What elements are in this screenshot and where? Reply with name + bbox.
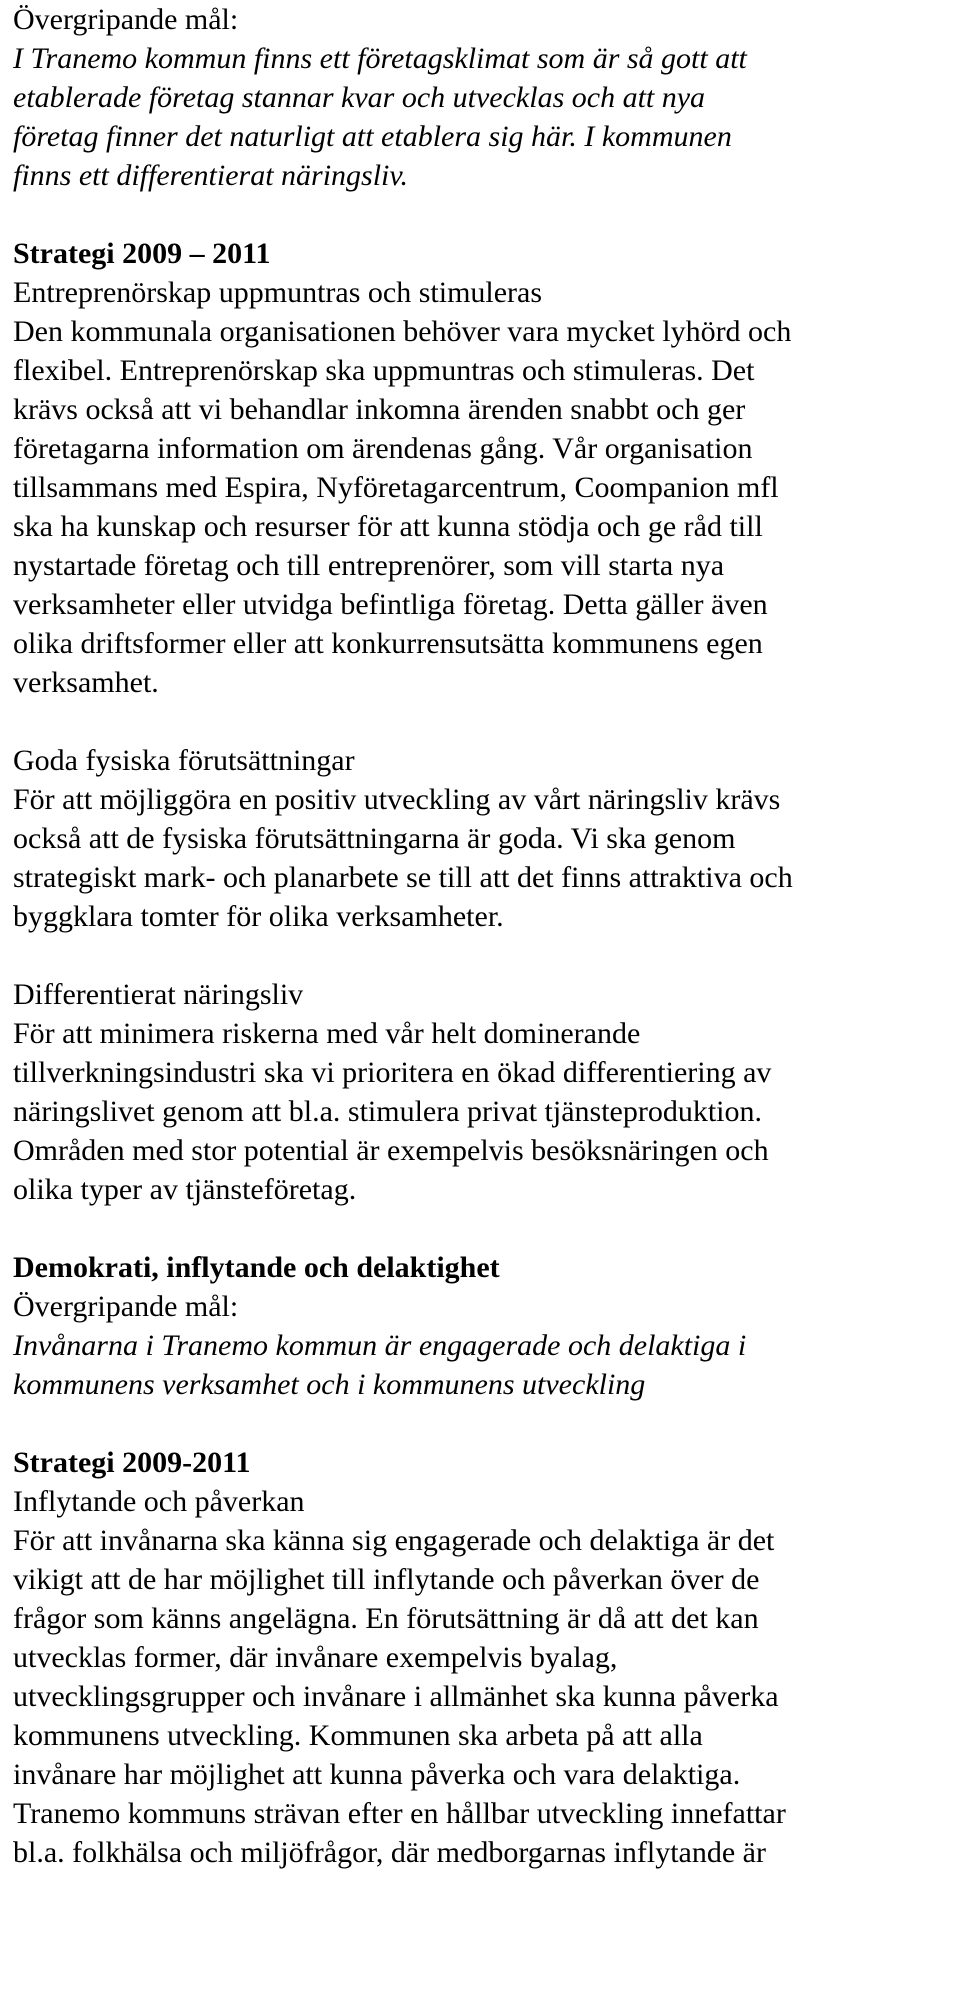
goal-text-line: etablerade företag stannar kvar och utvecklas och att nya: [13, 81, 706, 114]
body-text-line: olika driftsformer eller att konkurrensutsätta kommunens egen: [13, 627, 763, 660]
goal-label: Övergripande mål:: [13, 1290, 239, 1323]
subheading-fysiska-forutsattningar: Goda fysiska förutsättningar: [13, 744, 355, 777]
subheading-entreprenorskap: Entreprenörskap uppmuntras och stimuleras: [13, 276, 543, 309]
body-text-line: flexibel. Entreprenörskap ska uppmuntras och stimuleras. Det: [13, 354, 755, 387]
goal-text-line: I Tranemo kommun finns ett företagsklimat som är så gott att: [13, 42, 747, 75]
body-text-line: företagarna information om ärendenas gång. Vår organisation: [13, 432, 753, 465]
strategy-heading: Strategi 2009-2011: [13, 1446, 251, 1479]
body-text-line: Områden med stor potential är exempelvis besöksnäringen och: [13, 1134, 769, 1167]
body-text-line: nystartade företag och till entreprenörer, som vill starta nya: [13, 549, 725, 582]
body-text-line: krävs också att vi behandlar inkomna ärenden snabbt och ger: [13, 393, 746, 426]
body-text-line: tillsammans med Espira, Nyföretagarcentrum, Coompanion mfl: [13, 471, 779, 504]
body-text-line: tillverkningsindustri ska vi prioritera en ökad differentiering av: [13, 1056, 772, 1089]
body-text-line: näringslivet genom att bl.a. stimulera privat tjänsteproduktion.: [13, 1095, 763, 1128]
goal-label: Övergripande mål:: [13, 3, 239, 36]
body-text-line: utvecklas former, där invånare exempelvis byalag,: [13, 1641, 618, 1674]
subheading-inflytande: Inflytande och påverkan: [13, 1485, 305, 1518]
strategy-heading: Strategi 2009 – 2011: [13, 237, 271, 270]
body-text-line: verksamhet.: [13, 666, 159, 699]
goal-text-line: kommunens verksamhet och i kommunens utveckling: [13, 1368, 646, 1401]
body-text-line: strategiskt mark- och planarbete se till att det finns attraktiva och: [13, 861, 793, 894]
body-text-line: För att möjliggöra en positiv utveckling av vårt näringsliv krävs: [13, 783, 781, 816]
body-text-line: invånare har möjlighet att kunna påverka och vara delaktiga.: [13, 1758, 741, 1791]
body-text-line: Den kommunala organisationen behöver vara mycket lyhörd och: [13, 315, 792, 348]
body-text-line: ska ha kunskap och resurser för att kunna stödja och ge råd till: [13, 510, 763, 543]
body-text-line: frågor som känns angelägna. En förutsättning är då att det kan: [13, 1602, 759, 1635]
body-text-line: utvecklingsgrupper och invånare i allmänhet ska kunna påverka: [13, 1680, 779, 1713]
subheading-differentierat-naringsliv: Differentierat näringsliv: [13, 978, 304, 1011]
document-page: [13, 0, 953, 1872]
body-text-line: olika typer av tjänsteföretag.: [13, 1173, 357, 1206]
paragraph-gap: [13, 1209, 953, 1248]
body-text-line: vikigt att de har möjlighet till inflytande och påverkan över de: [13, 1563, 760, 1596]
paragraph-gap: [13, 195, 953, 234]
paragraph-gap: [13, 702, 953, 741]
body-text-line: För att minimera riskerna med vår helt dominerande: [13, 1017, 641, 1050]
body-text-line: också att de fysiska förutsättningarna är goda. Vi ska genom: [13, 822, 736, 855]
goal-text-line: Invånarna i Tranemo kommun är engagerade och delaktiga i: [13, 1329, 747, 1362]
section-title: Demokrati, inflytande och delaktighet: [13, 1251, 500, 1284]
body-text-line: bl.a. folkhälsa och miljöfrågor, där medborgarnas inflytande är: [13, 1836, 766, 1869]
goal-text-line: företag finner det naturligt att etablera sig här. I kommunen: [13, 120, 732, 153]
body-text-line: verksamheter eller utvidga befintliga företag. Detta gäller även: [13, 588, 768, 621]
body-text-line: byggklara tomter för olika verksamheter.: [13, 900, 504, 933]
body-text-line: För att invånarna ska känna sig engagerade och delaktiga är det: [13, 1524, 775, 1557]
goal-text-line: finns ett differentierat näringsliv.: [13, 159, 408, 192]
paragraph-gap: [13, 1404, 953, 1443]
body-text-line: Tranemo kommuns strävan efter en hållbar utveckling innefattar: [13, 1797, 786, 1830]
paragraph-gap: [13, 936, 953, 975]
body-text-line: kommunens utveckling. Kommunen ska arbeta på att alla: [13, 1719, 703, 1752]
